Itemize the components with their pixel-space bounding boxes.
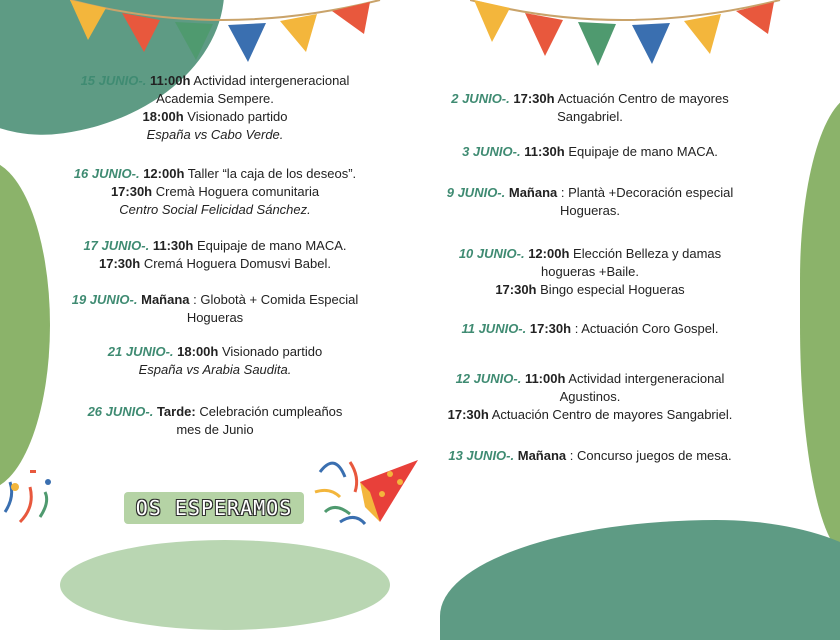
confetti-icon [0,462,60,532]
event-15-junio: 15 JUNIO-. 11:00h Actividad intergeneracional Academia Sempere. 18:00h Visionado partido España vs Cabo Verde. [80,73,350,142]
os-esperamos-banner: OS ESPERAMOS [124,492,304,524]
event-19-junio: 19 JUNIO-. Mañana : Globotà + Comida Especial Hogueras [71,292,359,325]
left-column [30,72,400,452]
green-blob-right [800,95,840,555]
event-17-junio: 17 JUNIO-. 11:30h Equipaje de mano MACA. 17:30h Cremá Hoguera Domusvi Babel. [83,238,347,271]
event-3-junio: 3 JUNIO-. 11:30h Equipaje de mano MACA. [462,144,718,159]
event-12-junio: 12 JUNIO-. 11:00h Actividad intergeneracional Agustinos. 17:30h Actuación Centro de mayores Sangabriel. [447,371,733,422]
right-column [420,90,760,470]
green-blob-bottom-right [440,520,840,640]
bunting-icon [70,0,390,70]
party-hat-icon [310,452,425,532]
event-16-junio: 16 JUNIO-. 12:00h Taller “la caja de los deseos”. 17:30h Cremà Hoguera comunitaria Centro Social Felicidad Sánchez. [73,166,357,217]
green-blob-bottom-left [60,540,390,630]
bunting-icon [470,0,790,70]
event-9-junio: 9 JUNIO-. Mañana : Plantà +Decoración especial Hogueras. [446,185,734,218]
event-11-junio: 11 JUNIO-. 17:30h : Actuación Coro Gospel. [461,321,719,336]
event-21-junio: 21 JUNIO-. 18:00h Visionado partido España vs Arabia Saudita. [107,344,323,377]
event-13-junio: 13 JUNIO-. Mañana : Concurso juegos de mesa. [448,448,732,463]
event-2-junio: 2 JUNIO-. 17:30h Actuación Centro de mayores Sangabriel. [451,91,729,124]
event-10-junio: 10 JUNIO-. 12:00h Elección Belleza y damas hogueras +Baile. 17:30h Bingo especial Hogueras [458,246,722,297]
event-26-junio: 26 JUNIO-. Tarde: Celebración cumpleaños mes de Junio [87,404,343,437]
